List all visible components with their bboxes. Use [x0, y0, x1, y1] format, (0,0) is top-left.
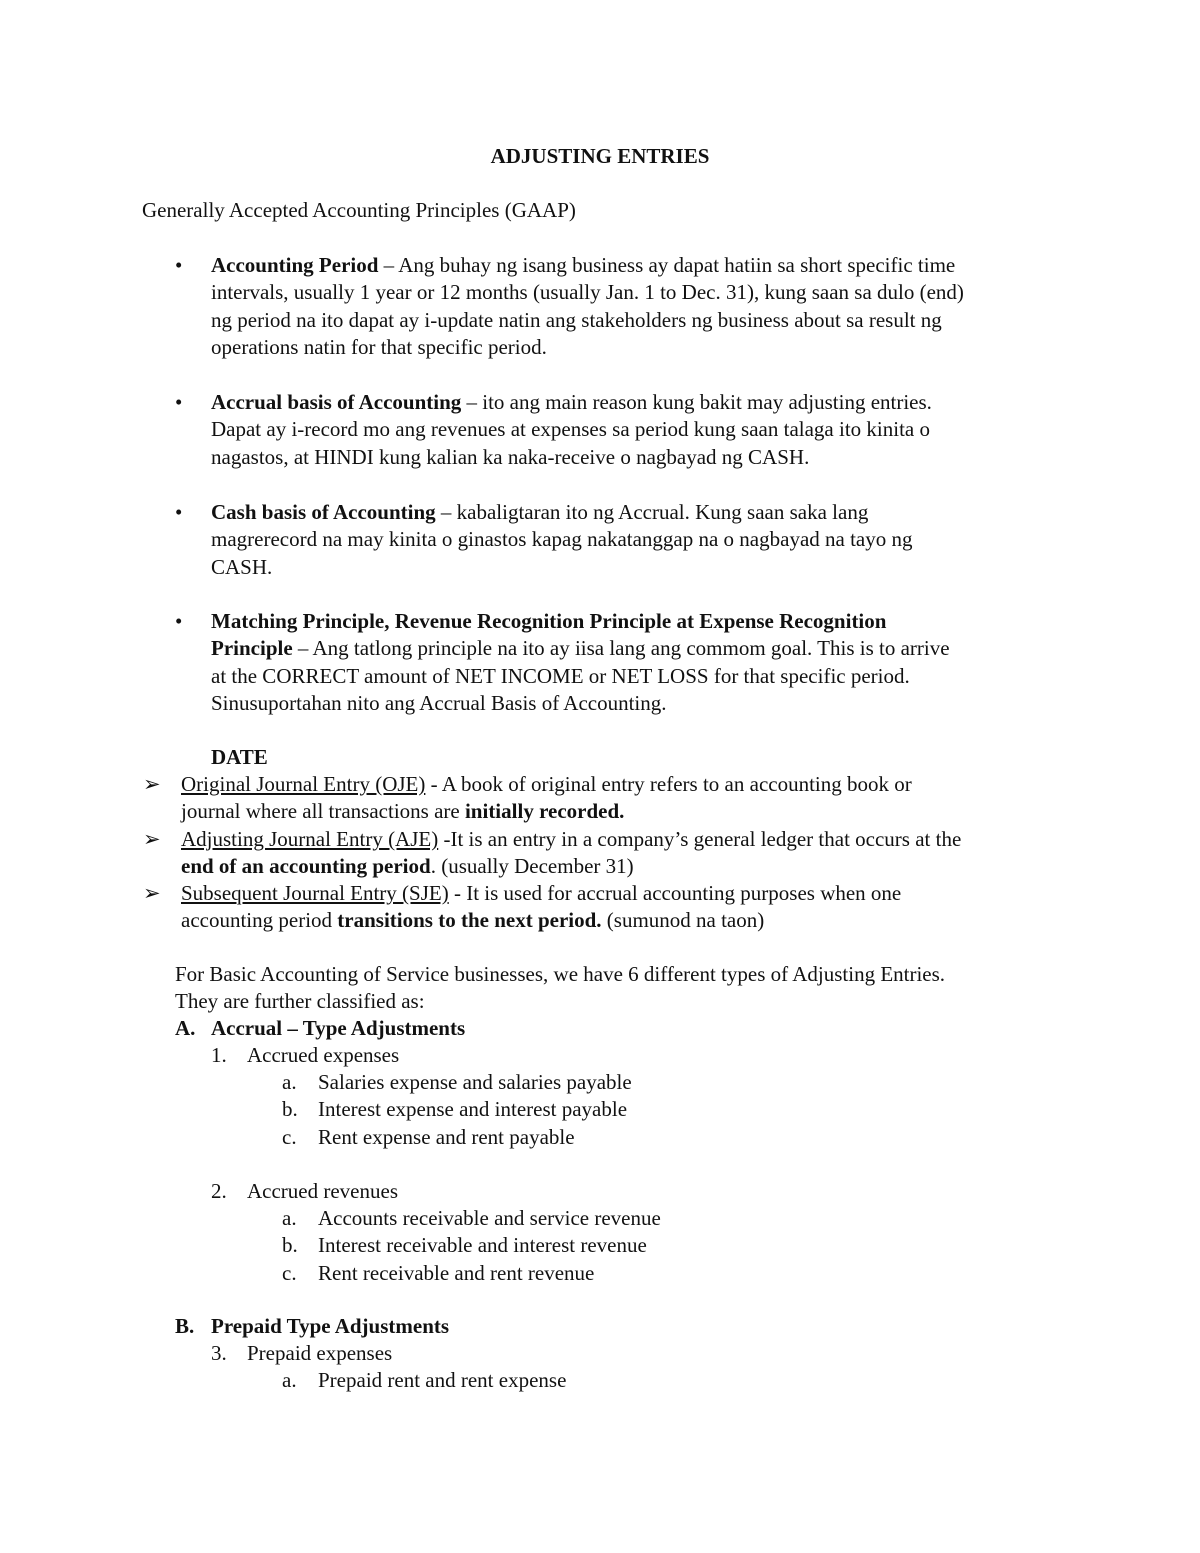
list-item: a. Salaries expense and salaries payable [282, 1070, 632, 1094]
accrued-revenues-list [282, 1205, 661, 1287]
section-b-heading: B. Prepaid Type Adjustments [175, 1314, 450, 1338]
list-item: b. Interest expense and interest payable [282, 1097, 628, 1122]
entry-name: Original Journal Entry (OJE) [181, 772, 426, 796]
entry-name: Subsequent Journal Entry (SJE) [181, 881, 449, 905]
entry-oje: ➢ Original Journal Entry (OJE) - A book of original entry refers to an accounting book or journal where all transactions are initially recorded. [143, 772, 912, 824]
section-a-heading: A. Accrual – Type Adjustments [175, 1016, 466, 1040]
term: Accounting Period [211, 253, 379, 277]
entry-sje: ➢ Subsequent Journal Entry (SJE) - It is used for accrual accounting purposes when one accounting period transitions to the next period. (sumunod na taon) [143, 881, 902, 933]
bullet-matching-principle: • Matching Principle, Revenue Recognition Principle at Expense Recognition Principle – Ang tatlong principle na ito ay iisa lang ang commom goal. This is to arrive at the CORRECT amount of NET INCOME or NET LOSS for that specific period. Sinusuportahan nito ang Accrual Basis of Accounting. [175, 609, 950, 715]
entry-aje: ➢ Adjusting Journal Entry (AJE) -It is an entry in a company’s general ledger that occurs at the end of an accounting period. (usually December 31) [143, 827, 962, 879]
entry-name: Adjusting Journal Entry (AJE) [181, 827, 439, 851]
arrow-bullet-icon: ➢ [143, 827, 161, 851]
bullet-cash-basis: • Cash basis of Accounting – kabaligtaran ito ng Accrual. Kung saan saka lang magrerecord na may kinita o ginastos kapag nakatanggap na o nagbayad na tayo ng CASH. [175, 500, 913, 579]
list-item: c. Rent receivable and rent revenue [282, 1260, 595, 1285]
arrow-bullet-icon: ➢ [143, 772, 161, 796]
bullet-icon: • [175, 500, 183, 524]
bullet-icon: • [175, 253, 183, 277]
list-item: a. Prepaid rent and rent expense [282, 1368, 567, 1392]
accrued-expenses-heading: 1. Accrued expenses [211, 1043, 400, 1067]
arrow-bullet-icon: ➢ [143, 881, 161, 905]
list-item: c. Rent expense and rent payable [282, 1124, 575, 1149]
date-heading: DATE [211, 745, 268, 769]
term: Matching Principle, Revenue Recognition Principle at Expense Recognition [211, 609, 887, 633]
gaap-heading: Generally Accepted Accounting Principles (GAAP) [142, 198, 576, 222]
accrued-revenues-heading: 2. Accrued revenues [211, 1179, 398, 1203]
term: Cash basis of Accounting [211, 500, 436, 524]
bullet-icon: • [175, 390, 183, 414]
intro-paragraph: For Basic Accounting of Service businesses, we have 6 different types of Adjusting Entries. They are further classified as: [175, 962, 946, 1014]
accrued-expenses-list [282, 1069, 632, 1151]
page-title: ADJUSTING ENTRIES [490, 144, 710, 168]
bullet-accrual-basis: • Accrual basis of Accounting – ito ang main reason kung bakit may adjusting entries. Dapat ay i-record mo ang revenues at expenses sa period kung saan talaga ito kinita o nagastos, at HINDI kung kalian ka naka-receive o nagbayad ng CASH. [175, 390, 932, 469]
prepaid-expenses-list [282, 1367, 566, 1394]
prepaid-expenses-heading: 3. Prepaid expenses [211, 1341, 393, 1365]
bullet-icon: • [175, 609, 183, 633]
list-item: b. Interest receivable and interest revenue [282, 1233, 647, 1258]
bullet-accounting-period: • Accounting Period – Ang buhay ng isang business ay dapat hatiin sa short specific time intervals, usually 1 year or 12 months (usually Jan. 1 to Dec. 31), kung saan sa dulo (end) ng period na ito dapat ay i-update natin ang stakeholders ng business about sa result ng operations natin for that specific period. [175, 253, 964, 359]
term: Principle [211, 636, 293, 661]
list-item: a. Accounts receivable and service revenue [282, 1206, 661, 1230]
term: Accrual basis of Accounting [211, 390, 462, 414]
